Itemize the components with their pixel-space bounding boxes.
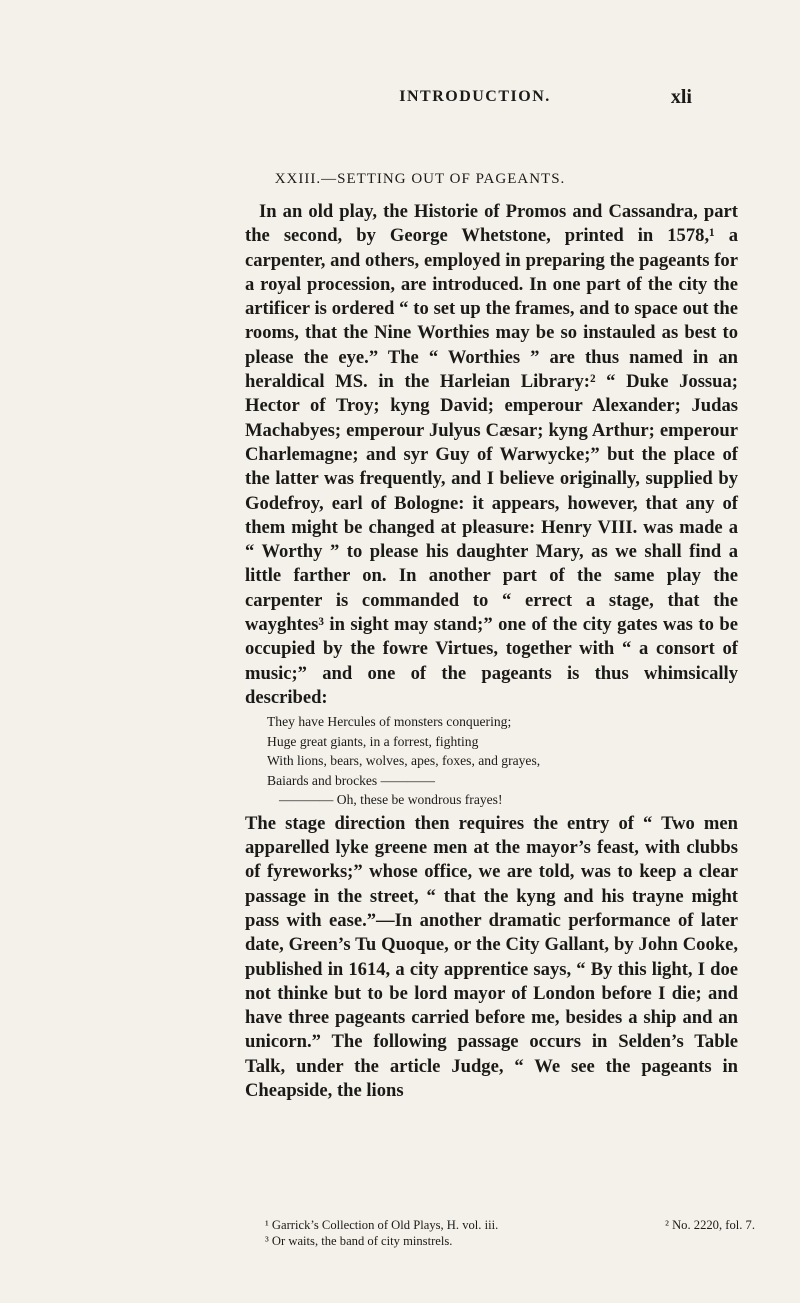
verse-line: They have Hercules of monsters conquering; <box>267 714 512 730</box>
footnotes <box>265 1217 755 1249</box>
body-text <box>245 200 738 1103</box>
footnote-1: ¹ Garrick’s Collection of Old Plays, H. vol. iii. <box>265 1218 499 1232</box>
footnote-3: ³ Or waits, the band of city minstrels. <box>265 1234 453 1248</box>
verse-line: ———— Oh, these be wondrous frayes! <box>279 792 503 808</box>
verse-line: With lions, bears, wolves, apes, foxes, and grayes, <box>267 753 541 769</box>
footnote-2: ² No. 2220, fol. 7. <box>665 1218 755 1232</box>
running-head: INTRODUCTION. <box>399 88 551 105</box>
paragraph-1: In an old play, the Historie of Promos and Cassandra, part the second, by George Whetstone, printed in 1578,¹ a carpenter, and others, employed in preparing the pageants for a royal procession, are introduced. In one part of the city the artificer is ordered “ to set up the frames, and to space out the rooms, that the Nine Worthies may be so instauled as best to please the eye.” The “ Worthies ” are thus named in an heraldical MS. in the Harleian Library:² “ Duke Jossua; Hector of Troy; kyng David; emperour Alexander; Judas Machabyes; emperour Julyus Cæsar; kyng Arthur; emperour Charlemagne; and syr Guy of Warwycke;” but the place of the latter was frequently, and I believe originally, supplied by Godefroy, earl of Bologne: it appears, however, that any of them might be changed at pleasure: Henry VIII. was made a “ Worthy ” to please his daughter Mary, as we shall find a little farther on. In another part of the same play the carpenter is commanded to “ errect a stage, that the wayghtes³ in sight may stand;” one of the city gates was to be occupied by the fowre Virtues, together with “ a consort of music;” and one of the pageants is thus whimsically described: <box>245 201 738 708</box>
verse-quotation <box>267 712 738 810</box>
paragraph-2: The stage direction then requires the entry of “ Two men apparelled lyke greene men at the mayor’s feast, with clubbs of fyreworks;” whose office, we are told, was to keep a clear passage in the street, “ that the kyng and his trayne might pass with ease.”—In another dramatic performance of later date, Green’s Tu Quoque, or the City Gallant, by John Cooke, published in 1614, a city apprentice says, “ By this light, I doe not thinke but to be lord mayor of London before I die; and have three pageants carried before me, besides a ship and an unicorn.” The following passage occurs in Selden’s Table Talk, under the article Judge, “ We see the pageants in Cheapside, the lions <box>245 812 738 1101</box>
page-header <box>258 88 692 112</box>
page-number: xli <box>670 86 692 108</box>
verse-line: Huge great giants, in a forrest, fighting <box>267 733 479 749</box>
verse-line: Baiards and brockes ———— <box>267 772 435 788</box>
section-title: XXIII.—SETTING OUT OF PAGEANTS. <box>274 171 566 187</box>
